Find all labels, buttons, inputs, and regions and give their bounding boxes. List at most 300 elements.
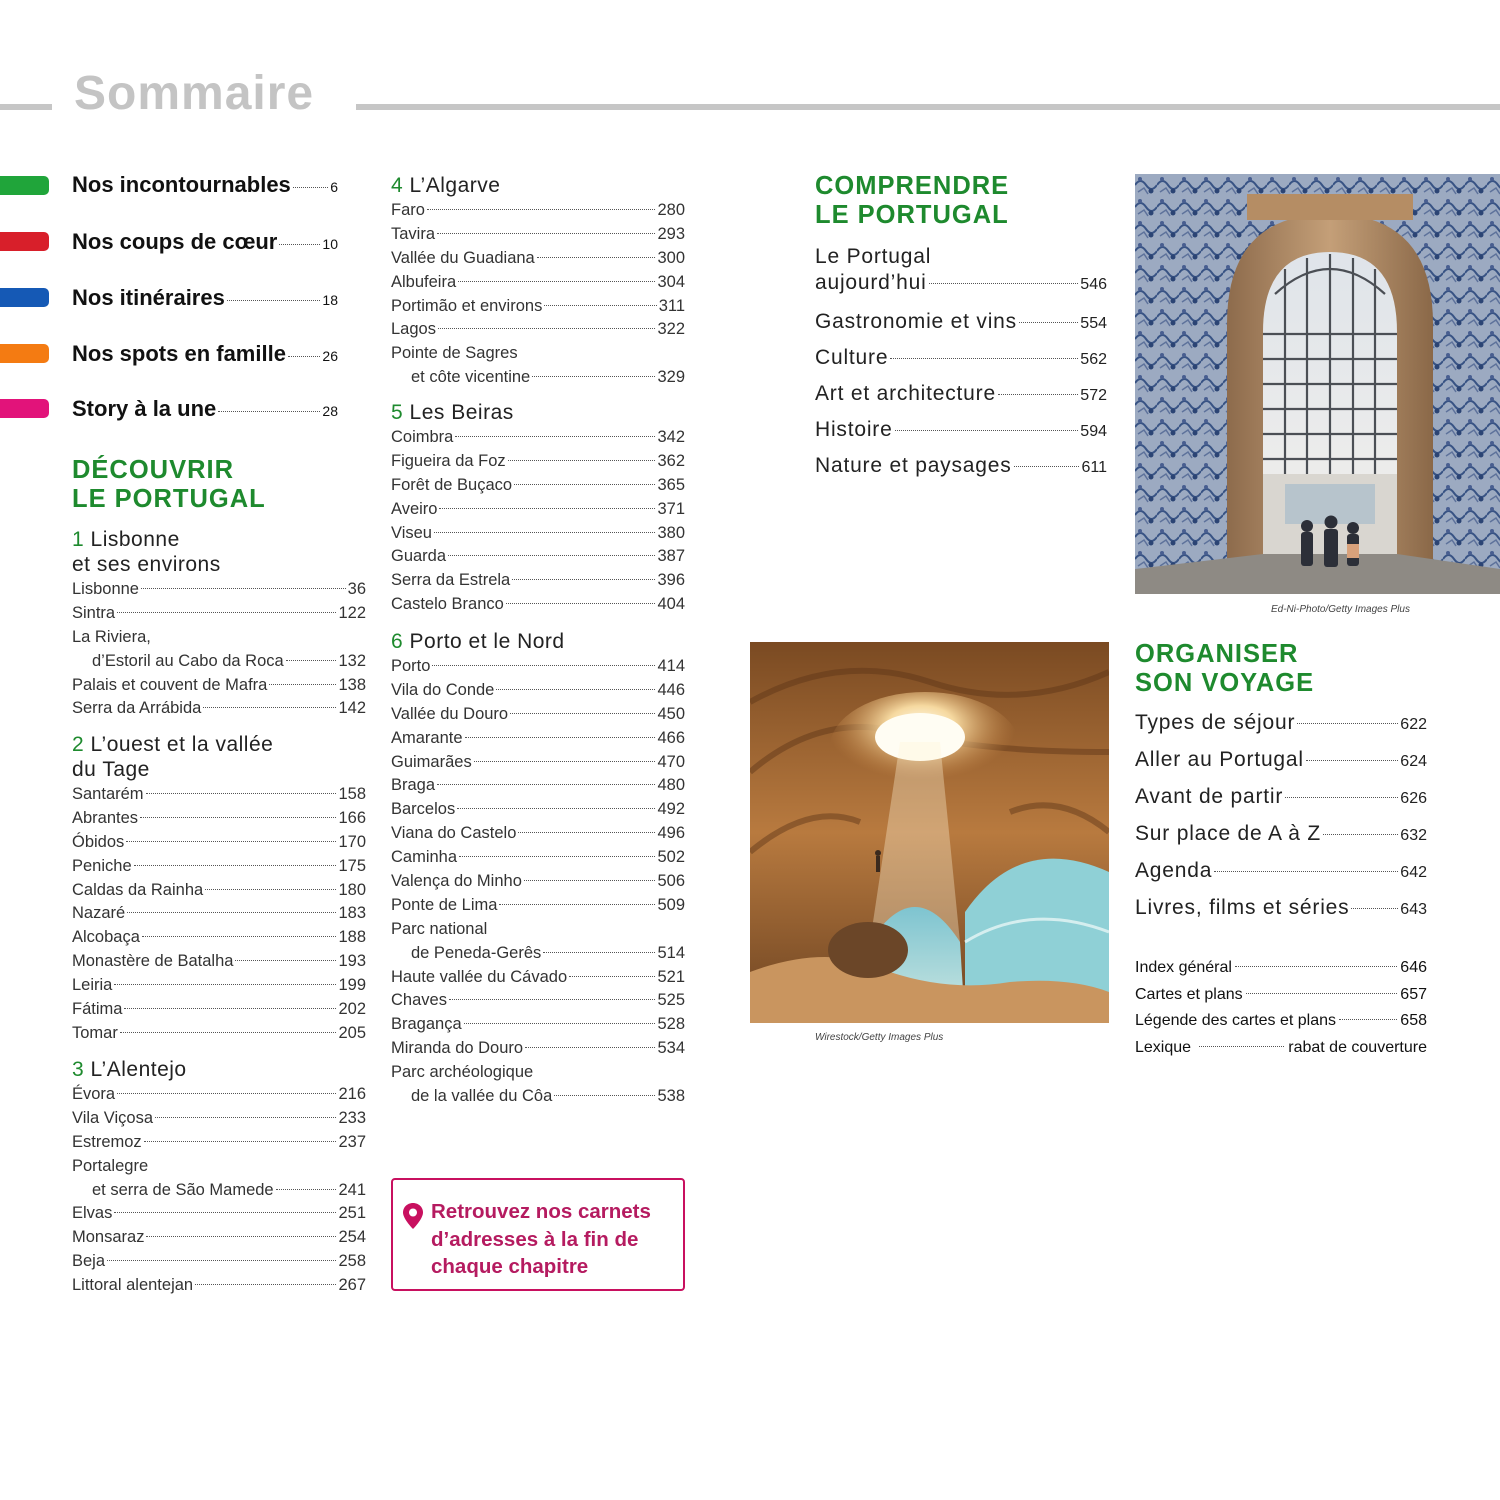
toc-entry[interactable] <box>72 831 366 855</box>
toc-entry-page: 362 <box>657 451 685 470</box>
highlight-page: 28 <box>322 403 338 419</box>
toc-entry[interactable] <box>72 1226 366 1250</box>
toc-entry-page: 642 <box>1400 864 1427 881</box>
toc-entry-title: Beja <box>72 1252 106 1271</box>
dot-leader <box>895 430 1079 431</box>
toc-entry[interactable] <box>72 950 366 974</box>
toc-entry-page: 371 <box>657 499 685 518</box>
toc-entry[interactable] <box>391 522 685 546</box>
toc-entry-title: Palais et couvent de Mafra <box>72 675 268 694</box>
chapter-3-title <box>72 1057 366 1082</box>
toc-entry-page: 258 <box>338 1252 366 1271</box>
toc-entry[interactable] <box>391 1037 685 1061</box>
toc-entry-title: Aveiro <box>391 499 438 518</box>
chapter-title-line: L’ouest et la vallée <box>90 733 274 756</box>
dot-leader <box>114 984 336 985</box>
cave-illustration <box>750 642 1109 1023</box>
toc-entry-title: Portimão et environs <box>391 296 543 315</box>
toc-entry-page: 528 <box>657 1015 685 1034</box>
toc-entry[interactable] <box>391 679 685 703</box>
toc-entry-title: Littoral alentejan <box>72 1276 194 1295</box>
dot-leader <box>195 1284 336 1285</box>
toc-entry-page: 311 <box>658 296 685 315</box>
toc-entry[interactable] <box>391 894 685 918</box>
dot-leader <box>512 579 655 580</box>
toc-entry-title: Serra da Estrela <box>391 571 511 590</box>
dot-leader <box>506 603 656 604</box>
toc-entry[interactable] <box>1135 1035 1427 1062</box>
dot-leader <box>1323 834 1398 835</box>
page-title: Sommaire <box>74 67 315 120</box>
toc-entry-page: 492 <box>657 800 685 819</box>
heading-line: ORGANISER <box>1135 640 1299 668</box>
dot-leader <box>464 1023 656 1024</box>
heading-line: LE PORTUGAL <box>815 201 1009 229</box>
heading-line: LE PORTUGAL <box>72 485 266 513</box>
toc-entry-page: 534 <box>657 1039 685 1058</box>
toc-entry-title: Albufeira <box>391 272 457 291</box>
station-illustration <box>1135 174 1500 594</box>
toc-entry[interactable] <box>391 498 685 522</box>
toc-entry-page: 280 <box>657 201 685 219</box>
highlight-label: Nos coups de cœur <box>72 229 278 254</box>
highlight-spots-en-famille[interactable] <box>72 341 338 367</box>
toc-entry-title: Culture <box>815 346 889 369</box>
dot-leader <box>543 952 655 953</box>
dot-leader <box>142 936 337 937</box>
toc-entry-title: Nature et paysages <box>815 454 1012 477</box>
toc-entry-page: 624 <box>1400 753 1427 770</box>
dot-leader <box>276 1189 337 1190</box>
toc-entry-title: Vallée du Guadiana <box>391 248 535 267</box>
toc-entry[interactable] <box>391 366 685 390</box>
highlight-bar-green <box>0 176 49 195</box>
toc-entry[interactable] <box>391 247 685 271</box>
toc-entry-page: 251 <box>338 1204 366 1223</box>
toc-entry-title: Histoire <box>815 418 893 441</box>
toc-entry-title: Santarém <box>72 785 144 803</box>
dot-leader <box>134 865 337 866</box>
toc-entry[interactable] <box>72 602 366 626</box>
toc-entry-title: Valença do Minho <box>391 872 522 891</box>
toc-entry-page: 546 <box>1080 276 1107 293</box>
chapter-title-line: Porto et le Nord <box>409 630 565 653</box>
toc-entry-page: 572 <box>1080 387 1107 404</box>
toc-entry-page: 658 <box>1400 1012 1427 1029</box>
toc-entry[interactable] <box>72 626 366 650</box>
toc-entry-title: Parc archéologique <box>391 1063 534 1082</box>
chapter-title-line: L’Alentejo <box>90 1058 187 1081</box>
dot-leader <box>525 1047 655 1048</box>
toc-entry-page: 158 <box>338 785 366 803</box>
highlight-label: Nos incontournables <box>72 172 291 197</box>
dot-leader <box>524 880 656 881</box>
dot-leader <box>218 411 320 412</box>
chapter-title-line: du Tage <box>72 758 150 781</box>
toc-entry[interactable] <box>391 569 685 593</box>
toc-entry[interactable] <box>1135 896 1427 920</box>
dot-leader <box>554 1095 655 1096</box>
dot-leader <box>474 761 656 762</box>
toc-entry-title: Portalegre <box>72 1156 149 1175</box>
highlight-bar-orange <box>0 344 49 363</box>
toc-entry-title: Peniche <box>72 856 132 875</box>
toc-entry[interactable] <box>72 1250 366 1274</box>
toc-entry-page: 342 <box>657 428 685 446</box>
toc-entry[interactable] <box>72 783 366 807</box>
toc-entry-page: 414 <box>657 657 685 675</box>
dot-leader <box>514 484 655 485</box>
dot-leader <box>203 707 336 708</box>
toc-entry[interactable] <box>1135 1008 1427 1035</box>
toc-entry[interactable] <box>815 418 1107 442</box>
callout-text: Retrouvez nos carnets d’adresses à la fin de chaque chapitre <box>431 1200 651 1278</box>
toc-entry[interactable] <box>391 342 685 366</box>
toc-entry[interactable] <box>72 926 366 950</box>
toc-entry-page: 233 <box>338 1108 366 1127</box>
highlight-page: 18 <box>322 292 338 308</box>
dot-leader <box>437 233 655 234</box>
toc-entry[interactable] <box>72 674 366 698</box>
toc-entry[interactable] <box>1135 785 1427 809</box>
dot-leader <box>465 737 656 738</box>
toc-entry-page: 554 <box>1080 315 1107 332</box>
chapter-5-title <box>391 400 685 425</box>
toc-entry-title: Miranda do Douro <box>391 1039 524 1058</box>
toc-entry-title: Caminha <box>391 848 458 867</box>
highlight-bar-pink <box>0 399 49 418</box>
toc-entry-page: 241 <box>338 1180 366 1199</box>
toc-entry[interactable] <box>72 1274 366 1298</box>
toc-entry-title: Types de séjour <box>1135 711 1296 734</box>
toc-entry[interactable] <box>391 450 685 474</box>
chapter-6 <box>391 629 685 1109</box>
dot-leader <box>1285 797 1398 798</box>
chapter-title-line: Lisbonne <box>90 528 180 551</box>
dot-leader <box>235 960 336 961</box>
chapter-number: 4 <box>391 174 404 197</box>
toc-entry[interactable] <box>72 974 366 998</box>
dot-leader <box>124 1008 336 1009</box>
chapter-title-line: et ses environs <box>72 553 221 576</box>
toc-entry-page: 254 <box>338 1228 366 1247</box>
header-rule-right <box>356 104 1500 110</box>
toc-entry-title: Sintra <box>72 603 116 622</box>
dot-leader <box>537 257 656 258</box>
toc-entry-title: Faro <box>391 201 425 219</box>
chapter-4-title <box>391 173 685 198</box>
toc-entry-page: 466 <box>657 728 685 747</box>
dot-leader <box>146 1236 336 1237</box>
toc-entry[interactable] <box>72 1155 366 1179</box>
toc-entry-title: Chaves <box>391 991 447 1010</box>
toc-entry-title: Fátima <box>72 1000 123 1019</box>
chapter-6-title <box>391 629 685 654</box>
toc-entry-page: 193 <box>338 952 366 971</box>
toc-entry[interactable] <box>391 942 685 966</box>
toc-entry[interactable] <box>391 199 685 223</box>
toc-entry-title: Figueira da Foz <box>391 451 506 470</box>
chapter-1-title <box>72 527 366 577</box>
dot-leader <box>127 912 336 913</box>
toc-entry-page: 183 <box>338 904 366 923</box>
toc-entry[interactable] <box>391 751 685 775</box>
comprendre-list <box>815 244 1107 478</box>
chapter-number: 3 <box>72 1058 85 1081</box>
dot-leader <box>569 976 655 977</box>
dot-leader <box>929 283 1079 284</box>
toc-entry-page: 122 <box>338 603 366 622</box>
toc-entry[interactable] <box>391 703 685 727</box>
highlight-coups-de-coeur[interactable] <box>72 229 338 255</box>
highlight-story[interactable] <box>72 396 338 422</box>
station-photo <box>1135 174 1500 594</box>
dot-leader <box>508 460 656 461</box>
toc-entry-page: 180 <box>338 880 366 899</box>
dot-leader <box>1351 908 1398 909</box>
toc-entry-title: Index général <box>1135 959 1232 976</box>
toc-entry[interactable] <box>391 846 685 870</box>
toc-entry[interactable] <box>391 966 685 990</box>
toc-entry[interactable] <box>72 578 366 602</box>
toc-entry-title: aujourd’hui <box>815 271 927 294</box>
toc-entry[interactable] <box>1135 748 1427 772</box>
toc-entry[interactable] <box>72 650 366 674</box>
toc-entry[interactable] <box>72 697 366 721</box>
dot-leader <box>293 187 328 188</box>
toc-entry[interactable] <box>391 593 685 617</box>
toc-entry[interactable] <box>391 870 685 894</box>
toc-entry[interactable] <box>72 1022 366 1046</box>
toc-entry[interactable] <box>72 879 366 903</box>
dot-leader <box>890 358 1078 359</box>
map-pin-icon <box>402 1202 424 1230</box>
toc-entry[interactable] <box>72 1131 366 1155</box>
toc-entry-page: 267 <box>338 1276 366 1295</box>
toc-entry-title: Livres, films et séries <box>1135 896 1350 919</box>
toc-entry[interactable] <box>391 1013 685 1037</box>
section-heading-decouvrir <box>72 456 266 514</box>
toc-entry-page: 514 <box>657 943 685 962</box>
toc-entry-page: 205 <box>338 1023 366 1042</box>
toc-entry-title: Viana do Castelo <box>391 824 517 843</box>
dot-leader <box>141 588 346 589</box>
dot-leader <box>438 328 656 329</box>
chapter-title-line: L’Algarve <box>409 174 501 197</box>
toc-entry-page: 36 <box>347 580 366 598</box>
toc-entry[interactable] <box>391 295 685 319</box>
dot-leader <box>437 784 655 785</box>
dot-leader <box>114 1212 336 1213</box>
toc-entry[interactable] <box>1135 711 1427 735</box>
toc-entry[interactable] <box>1135 955 1427 982</box>
toc-entry-title: Serra da Arrábida <box>72 699 202 718</box>
dot-leader <box>144 1141 337 1142</box>
toc-entry-page: 142 <box>338 699 366 718</box>
heading-line: SON VOYAGE <box>1135 669 1315 697</box>
toc-entry-title: Haute vallée du Cávado <box>391 967 568 986</box>
toc-entry-title: Coimbra <box>391 428 454 446</box>
toc-entry[interactable] <box>391 727 685 751</box>
chapter-4 <box>391 173 685 390</box>
toc-entry-title: Vallée du Douro <box>391 704 509 723</box>
address-callout <box>391 1178 685 1291</box>
toc-entry[interactable] <box>815 454 1107 478</box>
chapter-2-title <box>72 732 366 782</box>
toc-entry-page: 396 <box>657 571 685 590</box>
toc-entry[interactable] <box>391 426 685 450</box>
toc-entry[interactable] <box>1135 982 1427 1009</box>
dot-leader <box>1014 466 1080 467</box>
chapter-2 <box>72 732 366 1046</box>
toc-entry[interactable] <box>72 998 366 1022</box>
dot-leader <box>1246 993 1398 994</box>
toc-entry[interactable] <box>391 545 685 569</box>
toc-entry-title: Monastère de Batalha <box>72 952 234 971</box>
toc-entry[interactable] <box>1135 859 1427 883</box>
toc-entry-page: 202 <box>338 1000 366 1019</box>
header-rule-left <box>0 104 52 110</box>
toc-entry-title: Lexique <box>1135 1038 1192 1056</box>
dot-leader <box>518 832 655 833</box>
toc-entry-page: 132 <box>338 651 366 670</box>
toc-entry-title: Pointe de Sagres <box>391 344 518 363</box>
dot-leader <box>427 209 656 210</box>
toc-entry[interactable] <box>391 223 685 247</box>
toc-entry[interactable] <box>815 346 1107 370</box>
toc-entry-title: Tavira <box>391 224 436 243</box>
dot-leader <box>286 660 337 661</box>
toc-entry-title: Sur place de A à Z <box>1135 822 1322 845</box>
toc-entry[interactable] <box>391 271 685 295</box>
toc-entry-title: Leiria <box>72 976 113 995</box>
toc-entry[interactable] <box>72 1179 366 1203</box>
dot-leader <box>448 555 655 556</box>
dot-leader <box>1235 966 1397 967</box>
toc-entry[interactable] <box>391 774 685 798</box>
toc-entry-title: Braga <box>391 776 436 795</box>
toc-entry[interactable] <box>391 655 685 679</box>
dot-leader <box>117 612 336 613</box>
highlight-page: 6 <box>330 179 338 195</box>
toc-entry-title: Aller au Portugal <box>1135 748 1304 771</box>
toc-entry-title: Guimarães <box>391 752 472 771</box>
dot-leader <box>227 300 321 301</box>
toc-entry[interactable] <box>391 989 685 1013</box>
toc-entry-page: 380 <box>657 523 685 542</box>
toc-entry[interactable] <box>391 918 685 942</box>
toc-entry-title: Lagos <box>391 320 436 339</box>
toc-entry[interactable] <box>72 902 366 926</box>
toc-entry-title: Lisbonne <box>72 580 139 598</box>
toc-entry-title: Nazaré <box>72 904 126 923</box>
dot-leader <box>455 436 655 437</box>
dot-leader <box>458 281 655 282</box>
toc-entry-page: 643 <box>1400 901 1427 918</box>
chapter-number: 5 <box>391 401 404 424</box>
toc-entry-title: Amarante <box>391 728 463 747</box>
toc-entry[interactable] <box>815 382 1107 406</box>
toc-entry-page: 562 <box>1080 351 1107 368</box>
toc-entry-title: Vila do Conde <box>391 680 495 699</box>
highlight-itineraires[interactable] <box>72 285 338 311</box>
toc-entry-title: Caldas da Rainha <box>72 880 204 899</box>
toc-entry-page: 138 <box>338 675 366 694</box>
toc-entry[interactable] <box>72 1107 366 1131</box>
toc-entry-page: 470 <box>657 752 685 771</box>
dot-leader <box>449 999 656 1000</box>
toc-entry-title: La Riviera, <box>72 627 151 646</box>
toc-entry-page: 199 <box>338 976 366 995</box>
toc-entry-page: 304 <box>657 272 685 291</box>
toc-entry-title: Vila Viçosa <box>72 1108 154 1127</box>
toc-entry-page: 175 <box>338 856 366 875</box>
toc-entry[interactable] <box>391 1085 685 1109</box>
toc-entry[interactable] <box>391 822 685 846</box>
toc-entry-page: rabat de couverture <box>1288 1038 1427 1056</box>
toc-entry-page: 480 <box>657 776 685 795</box>
toc-entry-page: 216 <box>338 1085 366 1103</box>
toc-entry[interactable] <box>72 1083 366 1107</box>
chapter-number: 6 <box>391 630 404 653</box>
toc-entry-title: Castelo Branco <box>391 595 504 614</box>
toc-entry[interactable] <box>391 318 685 342</box>
toc-entry[interactable] <box>391 474 685 498</box>
chapter-3 <box>72 1057 366 1298</box>
toc-entry-title: de Peneda-Gerês <box>411 943 542 962</box>
toc-entry-title: Gastronomie et vins <box>815 310 1017 333</box>
toc-entry-title: Parc national <box>391 919 488 938</box>
toc-entry-title: et serra de São Mamede <box>92 1180 274 1199</box>
dot-leader <box>146 793 337 794</box>
toc-entry-title: Agenda <box>1135 859 1213 882</box>
toc-entry-page: 188 <box>338 928 366 947</box>
dot-leader <box>107 1260 336 1261</box>
toc-entry-title: Forêt de Buçaco <box>391 475 513 494</box>
toc-entry[interactable] <box>391 798 685 822</box>
toc-entry[interactable] <box>1135 822 1427 846</box>
dot-leader <box>205 889 336 890</box>
heading-line: COMPRENDRE <box>815 172 1010 200</box>
highlight-bar-blue <box>0 288 49 307</box>
toc-entry[interactable] <box>815 244 1107 298</box>
toc-entry-title: Ponte de Lima <box>391 895 498 914</box>
toc-entry[interactable] <box>72 1202 366 1226</box>
toc-entry[interactable] <box>815 310 1107 334</box>
toc-entry[interactable] <box>72 855 366 879</box>
toc-entry[interactable] <box>72 807 366 831</box>
toc-entry-title: Bragança <box>391 1015 462 1034</box>
chapter-number: 1 <box>72 528 85 551</box>
dot-leader <box>496 689 655 690</box>
highlight-incontournables[interactable] <box>72 172 338 198</box>
toc-entry-page: 646 <box>1400 959 1427 976</box>
toc-entry-title: Guarda <box>391 547 447 566</box>
section-heading-comprendre <box>815 172 1009 230</box>
dot-leader <box>1199 1046 1284 1047</box>
dot-leader <box>998 394 1078 395</box>
dot-leader <box>432 665 655 666</box>
toc-entry-title: Estremoz <box>72 1132 142 1151</box>
dot-leader <box>1306 760 1398 761</box>
toc-entry-page: 450 <box>657 704 685 723</box>
toc-entry-title: Art et architecture <box>815 382 996 405</box>
toc-entry-title: Cartes et plans <box>1135 985 1243 1003</box>
organiser-list <box>1135 711 1427 920</box>
toc-entry-page: 594 <box>1080 423 1107 440</box>
toc-entry-title: Le Portugal <box>815 245 932 268</box>
toc-entry[interactable] <box>391 1061 685 1085</box>
